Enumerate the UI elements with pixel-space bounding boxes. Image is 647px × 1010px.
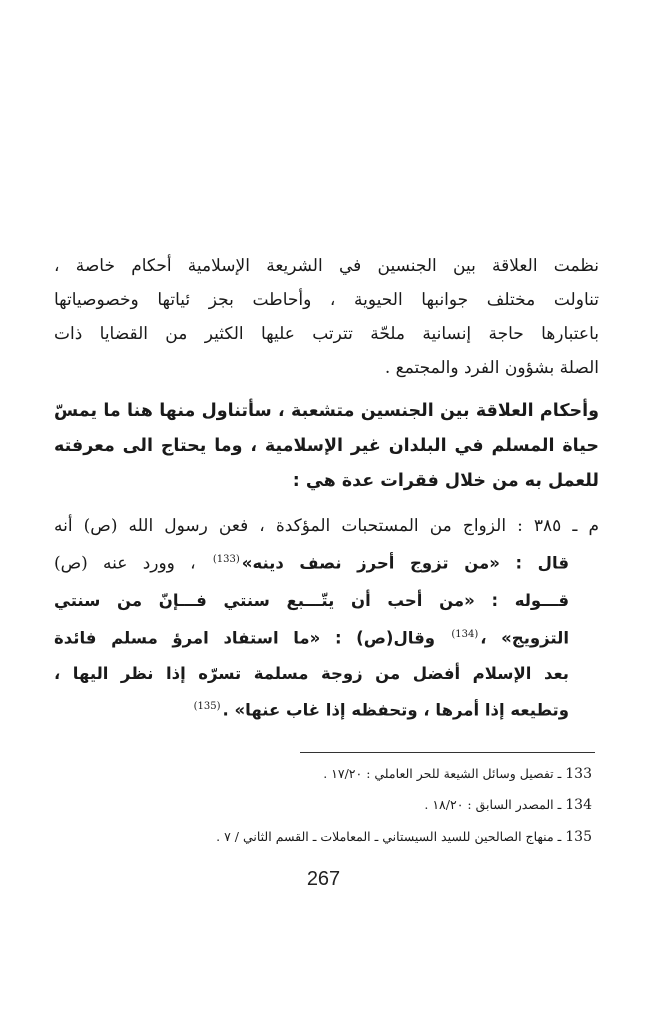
footnote-text: ـ تفصيل وسائل الشيعة للحر العاملي : ١٧/٢٠ . <box>323 766 562 781</box>
page-number: 267 <box>306 868 341 890</box>
footnote-divider <box>300 752 595 753</box>
hadith-quote: قال : «من تزوج أحرز نصف دينه» <box>241 553 569 573</box>
paragraph2-line: وأحكام العلاقة بين الجنسين متشعبة ، سأتناول منها هنا ما يمسّ <box>54 401 599 421</box>
paragraph2-line: للعمل به من خلال فقرات عدة هي : <box>292 471 599 491</box>
paragraph3-line <box>54 593 569 610</box>
text-span: ، وورد عنه (ص) <box>54 553 196 574</box>
paragraph3-line: م ـ ٣٨٥ : الزواج من المستحبات المؤكدة ، فعن رسول الله (ص) أنه <box>54 516 599 536</box>
paragraph2-line: حياة المسلم في البلدان غير الإسلامية ، وما يحتاج الى معرفته <box>54 436 599 456</box>
footnote-number: 135 <box>565 829 592 845</box>
footnote-number: 133 <box>565 766 592 782</box>
paragraph1-line: نظمت العلاقة بين الجنسين في الشريعة الإسلامية أحكام خاصة ، <box>54 256 599 276</box>
footnote-ref[interactable]: (133) <box>212 554 240 565</box>
paragraph3-line <box>54 702 569 720</box>
paragraph1-line: تناولت مختلف جوانبها الحيوية ، وأحاطت بجز ئياتها وخصوصياتها <box>54 290 599 310</box>
hadith-quote: التزويج» ، <box>480 628 569 648</box>
footnote-text: ـ المصدر السابق : ١٨/٢٠ . <box>424 797 562 812</box>
footnote-item <box>424 797 592 813</box>
paragraph1-line: الصلة بشؤون الفرد والمجتمع . <box>384 358 599 378</box>
footnote-ref[interactable]: (135) <box>193 701 221 712</box>
footnote-text: ـ منهاج الصالحين للسيد السيستاني ـ المعاملات ـ القسم الثاني / ٧ . <box>216 829 562 844</box>
paragraph3-line <box>54 630 569 648</box>
hadith-quote: وقال(ص) : «ما استفاد امرؤ مسلم فائدة <box>54 628 436 648</box>
footnote-ref[interactable]: (134) <box>451 629 479 640</box>
hadith-quote: وتطيعه إذا أمرها ، وتحفظه إذا غاب عنها» . <box>222 700 569 720</box>
paragraph1-line: باعتبارها حاجة إنسانية ملحّة تترتب عليها الكثير من القضايا ذات <box>54 324 599 344</box>
footnote-item <box>216 829 592 845</box>
paragraph3-line <box>54 666 569 683</box>
hadith-quote: بعد الإسلام أفضل من زوجة مسلمة تسرّه إذا نظر اليها ، <box>54 664 569 683</box>
hadith-quote: قـــوله : «من أحب أن يتّـــبع سنتي فـــإنّ من سنتي <box>54 591 569 610</box>
footnote-number: 134 <box>565 797 592 813</box>
footnote-item <box>323 766 592 782</box>
paragraph3-line <box>54 555 569 573</box>
